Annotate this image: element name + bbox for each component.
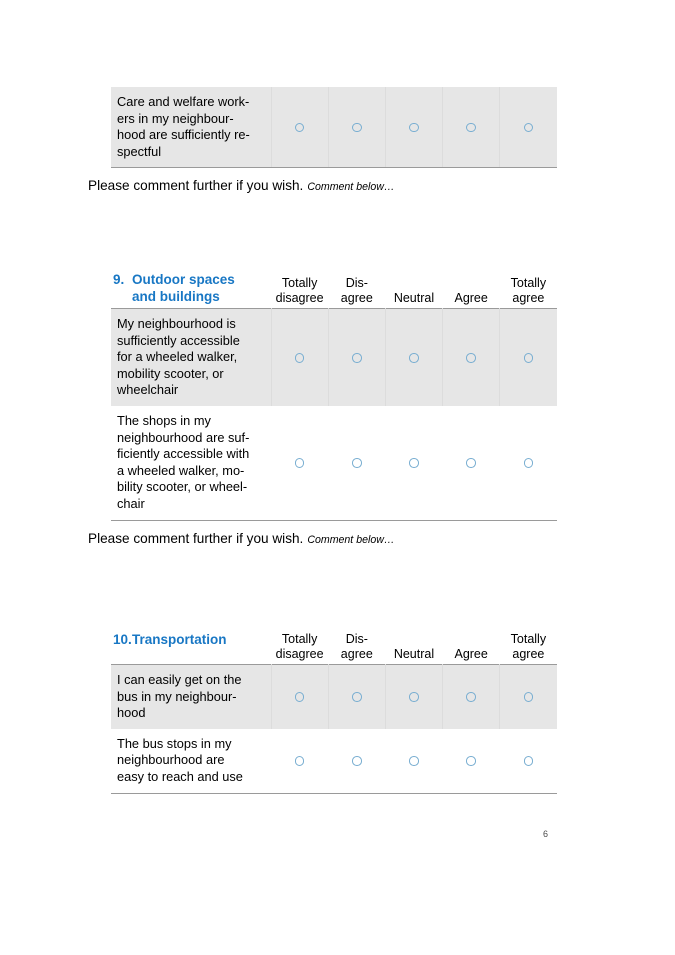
column-header-neutral: Neutral bbox=[393, 646, 435, 661]
radio-option-cell[interactable] bbox=[443, 87, 500, 168]
comment-prompt-1 bbox=[88, 178, 394, 195]
radio-circle-empty[interactable] bbox=[295, 692, 305, 702]
radio-option-cell[interactable] bbox=[271, 665, 328, 729]
column-header-neutral: Neutral bbox=[393, 290, 435, 305]
radio-option-cell[interactable] bbox=[500, 729, 557, 793]
radio-circle-empty[interactable] bbox=[466, 756, 476, 766]
radio-option-cell[interactable] bbox=[385, 87, 442, 168]
radio-option-cell[interactable] bbox=[271, 309, 328, 406]
radio-circle-empty[interactable] bbox=[524, 692, 534, 702]
column-header-agree: Agree bbox=[454, 646, 488, 661]
section-9-title: Outdoor spaces and buildings bbox=[132, 272, 235, 304]
section-10-number: 10. bbox=[113, 632, 132, 647]
radio-option-cell[interactable] bbox=[328, 729, 385, 793]
question-label: Care and welfare work- ers in my neighbour- hood are sufficiently re- spectful bbox=[111, 87, 271, 168]
comment-prompt-1-text: Please comment further if you wish. bbox=[88, 178, 304, 193]
section-10-heading bbox=[111, 632, 271, 665]
matrix-header-section-10 bbox=[111, 632, 557, 665]
comment-prompt-2-text: Please comment further if you wish. bbox=[88, 531, 304, 546]
radio-circle-empty[interactable] bbox=[466, 353, 476, 363]
radio-circle-empty[interactable] bbox=[352, 756, 362, 766]
question-label: My neighbourhood is sufficiently accessible for a wheeled walker, mobility scooter, or wheelchair bbox=[111, 309, 271, 406]
section-9-outdoor-spaces-and-buildings bbox=[111, 272, 557, 521]
radio-option-cell[interactable] bbox=[328, 87, 385, 168]
radio-option-cell[interactable] bbox=[385, 406, 442, 520]
question-label: The shops in my neighbourhood are suf- ficiently accessible with a wheeled walker, mo- bility scooter, or wheel- chair bbox=[111, 406, 271, 520]
column-header-totally-agree: Totally agree bbox=[510, 276, 547, 305]
radio-circle-empty[interactable] bbox=[352, 353, 362, 363]
radio-circle-empty[interactable] bbox=[409, 458, 419, 468]
matrix-body-section-10 bbox=[111, 665, 557, 794]
radio-circle-empty[interactable] bbox=[524, 123, 534, 133]
radio-option-cell[interactable] bbox=[443, 309, 500, 406]
column-header-totally-disagree: Totally disagree bbox=[275, 632, 324, 661]
page-number: 6 bbox=[543, 829, 549, 839]
radio-circle-empty[interactable] bbox=[409, 123, 419, 133]
radio-circle-empty[interactable] bbox=[524, 458, 534, 468]
radio-option-cell[interactable] bbox=[271, 406, 328, 520]
column-header-disagree: Dis- agree bbox=[340, 276, 373, 305]
section-10-title: Transportation bbox=[132, 632, 227, 647]
radio-circle-empty[interactable] bbox=[295, 458, 305, 468]
radio-option-cell[interactable] bbox=[328, 665, 385, 729]
radio-circle-empty[interactable] bbox=[409, 756, 419, 766]
column-header-disagree: Dis- agree bbox=[340, 632, 373, 661]
radio-option-cell[interactable] bbox=[500, 309, 557, 406]
radio-circle-empty[interactable] bbox=[466, 458, 476, 468]
radio-option-cell[interactable] bbox=[385, 729, 442, 793]
radio-option-cell[interactable] bbox=[500, 665, 557, 729]
matrix-body-continued bbox=[111, 87, 557, 168]
matrix-row bbox=[111, 665, 557, 729]
radio-circle-empty[interactable] bbox=[409, 353, 419, 363]
radio-option-cell[interactable] bbox=[443, 406, 500, 520]
comment-prompt-2-hint[interactable]: Comment below… bbox=[307, 534, 395, 546]
section-9-heading bbox=[111, 272, 271, 309]
matrix-row bbox=[111, 87, 557, 168]
radio-circle-empty[interactable] bbox=[466, 692, 476, 702]
radio-circle-empty[interactable] bbox=[466, 123, 476, 133]
radio-circle-empty[interactable] bbox=[295, 353, 305, 363]
radio-option-cell[interactable] bbox=[443, 729, 500, 793]
matrix-table-section-10 bbox=[111, 632, 557, 794]
comment-prompt-1-hint[interactable]: Comment below… bbox=[307, 181, 395, 193]
radio-option-cell[interactable] bbox=[385, 309, 442, 406]
matrix-header-section-9 bbox=[111, 272, 557, 309]
section-10-transportation bbox=[111, 632, 557, 794]
radio-option-cell[interactable] bbox=[500, 406, 557, 520]
matrix-table-continued bbox=[111, 87, 557, 168]
radio-option-cell[interactable] bbox=[271, 87, 328, 168]
continued-question-table bbox=[111, 87, 557, 168]
radio-option-cell[interactable] bbox=[328, 406, 385, 520]
radio-option-cell[interactable] bbox=[328, 309, 385, 406]
comment-prompt-2 bbox=[88, 531, 394, 548]
radio-circle-empty[interactable] bbox=[409, 692, 419, 702]
radio-circle-empty[interactable] bbox=[295, 123, 305, 133]
radio-option-cell[interactable] bbox=[385, 665, 442, 729]
matrix-row bbox=[111, 729, 557, 793]
question-label: The bus stops in my neighbourhood are easy to reach and use bbox=[111, 729, 271, 793]
column-header-totally-disagree: Totally disagree bbox=[275, 276, 324, 305]
matrix-row bbox=[111, 406, 557, 520]
radio-circle-empty[interactable] bbox=[524, 756, 534, 766]
matrix-row bbox=[111, 309, 557, 406]
radio-circle-empty[interactable] bbox=[352, 123, 362, 133]
radio-option-cell[interactable] bbox=[271, 729, 328, 793]
radio-circle-empty[interactable] bbox=[524, 353, 534, 363]
section-9-number: 9. bbox=[113, 272, 125, 287]
radio-circle-empty[interactable] bbox=[295, 756, 305, 766]
matrix-table-section-9 bbox=[111, 272, 557, 521]
radio-option-cell[interactable] bbox=[500, 87, 557, 168]
radio-option-cell[interactable] bbox=[443, 665, 500, 729]
radio-circle-empty[interactable] bbox=[352, 692, 362, 702]
matrix-body-section-9 bbox=[111, 309, 557, 521]
column-header-agree: Agree bbox=[454, 290, 488, 305]
radio-circle-empty[interactable] bbox=[352, 458, 362, 468]
question-label: I can easily get on the bus in my neighbour- hood bbox=[111, 665, 271, 729]
column-header-totally-agree: Totally agree bbox=[510, 632, 547, 661]
